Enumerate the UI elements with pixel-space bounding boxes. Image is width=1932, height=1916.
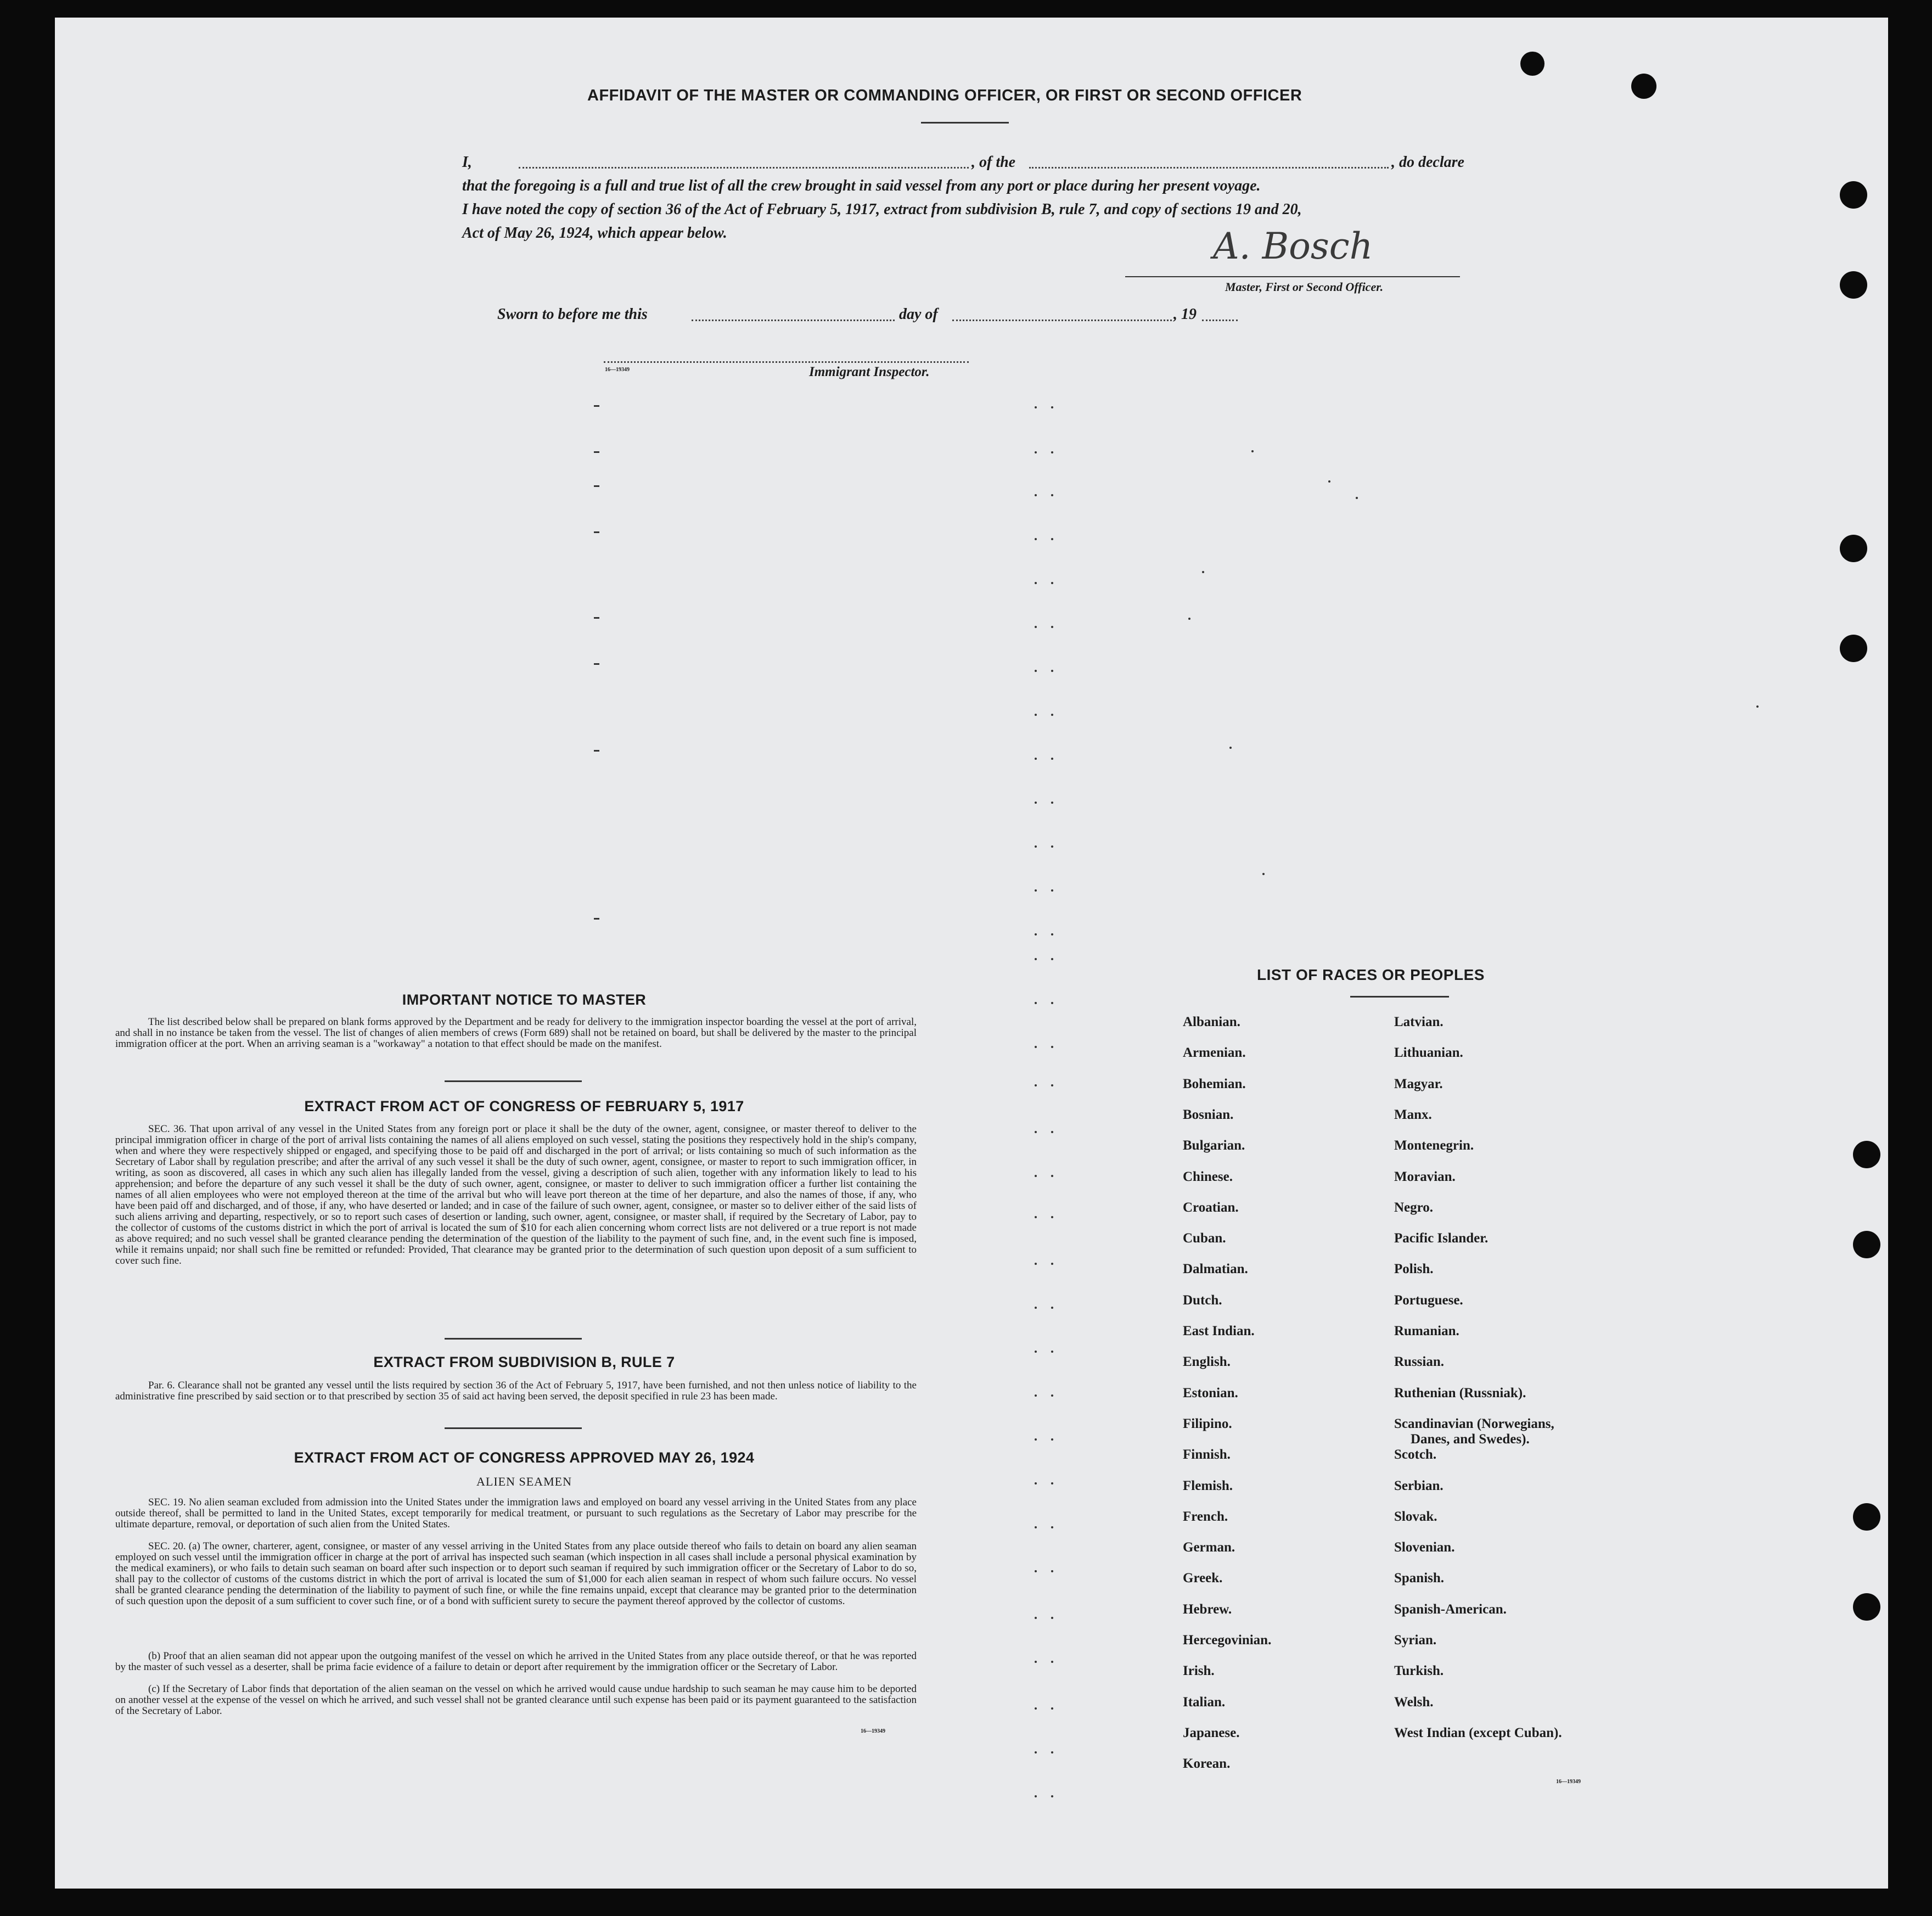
dot-mark xyxy=(1051,1526,1053,1528)
divider xyxy=(921,122,1009,124)
dot-mark xyxy=(1035,1307,1037,1309)
dot-mark xyxy=(1051,1216,1053,1218)
form-number: 16—19349 xyxy=(1556,1779,1581,1785)
dash-mark xyxy=(594,918,599,920)
dot-mark xyxy=(1035,933,1037,935)
affidavit-line-4: Act of May 26, 1924, which appear below. xyxy=(462,225,727,242)
dot-mark xyxy=(1051,494,1053,496)
race-item: Magyar. xyxy=(1394,1077,1443,1091)
race-item: Spanish. xyxy=(1394,1571,1445,1586)
divider xyxy=(445,1427,582,1429)
dot-mark xyxy=(1051,889,1053,892)
race-item: Lithuanian. xyxy=(1394,1045,1463,1060)
dot-mark xyxy=(1035,958,1037,960)
dot-mark xyxy=(1188,618,1190,620)
dot-mark xyxy=(1051,933,1053,935)
race-item: Albanian. xyxy=(1183,1015,1240,1029)
dot-mark xyxy=(1356,497,1358,499)
dot-mark xyxy=(1051,1046,1053,1048)
dot-mark xyxy=(1051,1084,1053,1086)
affidavit-declare-label: , do declare xyxy=(1391,154,1464,171)
race-item: Slovak. xyxy=(1394,1509,1437,1524)
race-item: Dutch. xyxy=(1183,1293,1222,1308)
dot-mark xyxy=(1756,705,1759,708)
affidavit-line-2: that the foregoing is a full and true list of all the crew brought in said vessel from any port or place during her present voyage. xyxy=(462,177,1261,194)
race-item: Cuban. xyxy=(1183,1231,1226,1246)
dot-mark xyxy=(1035,670,1037,672)
race-item: Spanish-American. xyxy=(1394,1602,1507,1617)
dot-mark xyxy=(1051,958,1053,960)
race-item: Greek. xyxy=(1183,1571,1223,1586)
dot-mark xyxy=(1051,451,1053,453)
race-item: Croatian. xyxy=(1183,1200,1239,1215)
race-item: Portuguese. xyxy=(1394,1293,1463,1308)
sec-20b-text: (b) Proof that an alien seaman did not appear upon the outgoing manifest of the vessel on which he arrived in the United States from any place outside thereof, or that he was reported by the master of such vessel as a deserter, shall be prima facie evidence of a failure to detain or deport after requirement by the immigration officer or the Secretary of Labor. xyxy=(115,1650,917,1673)
race-item: Serbian. xyxy=(1394,1478,1444,1493)
document-page xyxy=(55,18,1888,1889)
dot-mark xyxy=(1051,406,1053,408)
race-item: Ruthenian (Russniak). xyxy=(1394,1386,1526,1400)
dot-mark xyxy=(1051,802,1053,804)
race-item: Polish. xyxy=(1394,1262,1434,1276)
race-item: Bulgarian. xyxy=(1183,1138,1245,1153)
dot-mark xyxy=(1035,406,1037,408)
race-item: Estonian. xyxy=(1183,1386,1238,1400)
sec-20c-text: (c) If the Secretary of Labor finds that deportation of the alien seaman on the vessel on which he arrived would cause undue hardship to such seaman he may cause him to be deported on another vessel at the expense of the vessel on which he arrived, and such vessel shall not be granted clearance until such expense has been paid or its payment guaranteed to the satisfaction of the Secretary of Labor. xyxy=(115,1683,917,1717)
race-item: Welsh. xyxy=(1394,1695,1434,1710)
dot-mark xyxy=(1035,1661,1037,1663)
dot-mark xyxy=(1051,1131,1053,1133)
race-item: Hercegovinian. xyxy=(1183,1633,1272,1648)
dot-mark xyxy=(1035,714,1037,716)
inspector-label: Immigrant Inspector. xyxy=(809,365,930,379)
dot-mark xyxy=(1035,451,1037,453)
race-item: Moravian. xyxy=(1394,1169,1456,1184)
dot-mark xyxy=(1051,1617,1053,1619)
dot-mark xyxy=(1035,1002,1037,1004)
name-blank xyxy=(519,167,969,169)
extract-rule7-text: Par. 6. Clearance shall not be granted any vessel until the lists required by section 36 of the Act of February 5, 1917, have been furnished, and not then unless notice of liability to the administrative fine prescribed by said section or to that prescribed by section 35 of said act having been served, the deposit specified in rule 23 has been made. xyxy=(115,1380,917,1402)
race-item: Montenegrin. xyxy=(1394,1138,1474,1153)
races-title: LIST OF RACES OR PEOPLES xyxy=(1257,966,1485,983)
dot-mark xyxy=(1035,1046,1037,1048)
sworn-month-blank xyxy=(952,320,1172,321)
dot-mark xyxy=(1051,1661,1053,1663)
punch-hole xyxy=(1631,74,1656,99)
punch-hole xyxy=(1840,271,1867,299)
day-of-label: day of xyxy=(899,306,938,323)
punch-hole xyxy=(1520,52,1545,76)
form-number: 16—19349 xyxy=(605,367,630,373)
dot-mark xyxy=(1035,1570,1037,1572)
race-item: Rumanian. xyxy=(1394,1324,1459,1338)
race-item: Russian. xyxy=(1394,1354,1445,1369)
sec-20a-text: SEC. 20. (a) The owner, charterer, agent, consignee, or master of any vessel arriving in the United States from any place outside thereof who fails to detain on board any alien seaman employed on such vessel until the immigration officer in charge at the port of arrival has inspected such seaman (which inspection in all cases shall include a personal physical examination by the medical examiners), or who fails to detain such seaman on board after such inspection or to deport such seaman if required by such immigration officer or the Secretary of Labor to do so, shall pay to the collector of customs of the customs district in which the port of arrival is located the sum of $1,000 for each alien seaman in respect of whom such failure occurs. No vessel shall be granted clearance pending the determination of the liability to payment of such fine, or while the fine remains unpaid, except that clearance may be granted prior to the determination of such question upon the deposit of a sum sufficient to cover such fine, or of a bond with sufficient surety to secure the payment thereof approved by the collector of customs. xyxy=(115,1540,917,1607)
dot-mark xyxy=(1051,845,1053,848)
dot-mark xyxy=(1051,1394,1053,1397)
dot-mark xyxy=(1051,582,1053,584)
sworn-label: Sworn to before me this xyxy=(497,306,648,323)
race-item: Manx. xyxy=(1394,1107,1432,1122)
dot-mark xyxy=(1035,1084,1037,1086)
race-item: Irish. xyxy=(1183,1663,1215,1678)
dash-mark xyxy=(594,750,599,752)
dot-mark xyxy=(1035,538,1037,540)
race-item: Japanese. xyxy=(1183,1725,1240,1740)
race-item: Syrian. xyxy=(1394,1633,1437,1648)
race-item: Finnish. xyxy=(1183,1447,1231,1462)
race-item: Scotch. xyxy=(1394,1447,1437,1462)
master-signature: A. Bosch xyxy=(1213,225,1373,267)
race-item: Korean. xyxy=(1183,1756,1231,1771)
race-item: Slovenian. xyxy=(1394,1540,1455,1555)
race-item: Filipino. xyxy=(1183,1416,1232,1431)
dot-mark xyxy=(1051,758,1053,760)
dot-mark xyxy=(1202,571,1204,573)
divider xyxy=(445,1080,582,1082)
affidavit-line-3: I have noted the copy of section 36 of the Act of February 5, 1917, extract from subdivision B, rule 7, and copy of sections 19 and 20, xyxy=(462,201,1302,218)
dot-mark xyxy=(1051,1795,1053,1797)
dot-mark xyxy=(1229,747,1232,749)
extract-1924-title: EXTRACT FROM ACT OF CONGRESS APPROVED MAY 26, 1924 xyxy=(294,1449,755,1466)
race-item: German. xyxy=(1183,1540,1235,1555)
race-item: Dalmatian. xyxy=(1183,1262,1248,1276)
sworn-day-blank xyxy=(692,320,895,321)
extract-1917-title: EXTRACT FROM ACT OF CONGRESS OF FEBRUARY 5, 1917 xyxy=(304,1098,744,1114)
dot-mark xyxy=(1262,873,1265,875)
dot-mark xyxy=(1035,1526,1037,1528)
dot-mark xyxy=(1035,1795,1037,1797)
race-item: Scandinavian (Norwegians, xyxy=(1394,1416,1554,1431)
dot-mark xyxy=(1035,1617,1037,1619)
dash-mark xyxy=(594,485,599,487)
dot-mark xyxy=(1051,1175,1053,1177)
divider xyxy=(445,1338,582,1340)
dot-mark xyxy=(1051,714,1053,716)
race-item: Chinese. xyxy=(1183,1169,1233,1184)
race-item: French. xyxy=(1183,1509,1228,1524)
dot-mark xyxy=(1051,1751,1053,1753)
sworn-year-blank xyxy=(1202,320,1238,321)
dot-mark xyxy=(1035,626,1037,628)
vessel-blank xyxy=(1029,167,1389,169)
dot-mark xyxy=(1051,1351,1053,1353)
race-item: Turkish. xyxy=(1394,1663,1444,1678)
dot-mark xyxy=(1035,802,1037,804)
extract-rule7-title: EXTRACT FROM SUBDIVISION B, RULE 7 xyxy=(373,1354,675,1370)
signature-line xyxy=(1125,276,1460,277)
punch-hole xyxy=(1840,535,1867,562)
race-item: Latvian. xyxy=(1394,1015,1444,1029)
race-item: Italian. xyxy=(1183,1695,1226,1710)
race-item: English. xyxy=(1183,1354,1231,1369)
race-item: Armenian. xyxy=(1183,1045,1246,1060)
race-item: Danes, and Swedes). xyxy=(1411,1432,1530,1447)
dot-mark xyxy=(1035,582,1037,584)
dot-mark xyxy=(1051,538,1053,540)
dot-mark xyxy=(1035,1751,1037,1753)
alien-seamen-subtitle: ALIEN SEAMEN xyxy=(476,1475,572,1488)
punch-hole xyxy=(1840,181,1867,209)
dot-mark xyxy=(1035,1175,1037,1177)
dot-mark xyxy=(1051,1307,1053,1309)
inspector-signature-line xyxy=(604,361,969,363)
dot-mark xyxy=(1035,1263,1037,1265)
dot-mark xyxy=(1035,1438,1037,1441)
dash-mark xyxy=(594,405,599,407)
dot-mark xyxy=(1051,1707,1053,1710)
dash-mark xyxy=(594,451,599,453)
dot-mark xyxy=(1051,1263,1053,1265)
punch-hole xyxy=(1853,1141,1880,1168)
dot-mark xyxy=(1035,1131,1037,1133)
dot-mark xyxy=(1035,845,1037,848)
race-item: Pacific Islander. xyxy=(1394,1231,1489,1246)
race-item: Flemish. xyxy=(1183,1478,1233,1493)
dash-mark xyxy=(594,617,599,619)
punch-hole xyxy=(1853,1231,1880,1258)
punch-hole xyxy=(1840,635,1867,662)
sec-19-text: SEC. 19. No alien seaman excluded from admission into the United States under the immigration laws and employed on board any vessel arriving in the United States from any place outside thereof, shall be permitted to land in the United States, except temporarily for medical treatment, or pursuant to such regulations as the Secretary of Labor may prescribe for the ultimate departure, removal, or deportation of such alien from the United States. xyxy=(115,1497,917,1530)
race-item: Negro. xyxy=(1394,1200,1434,1215)
race-item: Hebrew. xyxy=(1183,1602,1232,1617)
dot-mark xyxy=(1035,1707,1037,1710)
affidavit-of-the-label: , of the xyxy=(971,154,1016,171)
dot-mark xyxy=(1035,1351,1037,1353)
dot-mark xyxy=(1051,1570,1053,1572)
affidavit-title: AFFIDAVIT OF THE MASTER OR COMMANDING OFFICER, OR FIRST OR SECOND OFFICER xyxy=(587,87,1302,104)
notice-text: The list described below shall be prepared on blank forms approved by the Department and be ready for delivery to the immigration inspector boarding the vessel at the port of arrival, and shall in no instance be taken from the vessel. The list of changes of alien members of crews (Form 689) shall not be retained on board, but shall be delivered by the master to the principal immigration officer at the port. When an arriving seaman is a "workaway" a notation to that effect should be made on the manifest. xyxy=(115,1016,917,1050)
dot-mark xyxy=(1328,480,1330,483)
dot-mark xyxy=(1051,670,1053,672)
dot-mark xyxy=(1051,1002,1053,1004)
punch-hole xyxy=(1853,1593,1880,1621)
dot-mark xyxy=(1035,1482,1037,1484)
dot-mark xyxy=(1051,626,1053,628)
extract-1917-text: SEC. 36. That upon arrival of any vessel in the United States from any foreign port or place it shall be the duty of the owner, agent, consignee, or master thereof to deliver to the principal immigration officer in charge of the port of arrival lists containing the names of all aliens employed on such vessel, stating the positions they respectively hold in the ship's company, when and where they were respectively shipped or engaged, and specifying those to be paid off and discharged in the port of arrival; or lists containing so much of such information as the Secretary of Labor shall by regulation prescribe; and after the arrival of any such vessel it shall be the duty of such owner, agent, consignee, or master to report to such immigration officer, in writing, as soon as discovered, all cases in which any such alien has illegally landed from the vessel, giving a description of such alien, together with any information likely to lead to his apprehension; and before the departure of any such vessel it shall be the duty of such owner, agent, consignee, or master to deliver to such immigration officer a further list containing the names of all alien employees who were not employed thereon at the time of the arrival but who will leave port thereon at the time of her departure, and also the names of those, if any, who have been paid off and discharged, and of those, if any, who have deserted or landed; and in case of the failure of such owner, agent, consignee, or master so to deliver either of the said lists of such aliens arriving and departing, respectively, or so to report such cases of desertion or landing, such owner, agent, consignee, or master shall, if required by the Secretary of Labor, pay to the collector of customs of the customs district in which the port of arrival is located the sum of $10 for each alien concerning whom correct lists are not delivered or a true report is not made as above required; and no such vessel shall be granted clearance pending the determination of the question of the liability to the payment of such fine, and, in the event such fine is imposed, while it remains unpaid; nor shall such fine be remitted or refunded: Provided, That clearance may be granted prior to the determination of such question upon deposit of a sum sufficient to cover such fine. xyxy=(115,1123,917,1267)
dash-mark xyxy=(594,663,599,665)
affidavit-i-label: I, xyxy=(462,154,472,171)
race-item: Bosnian. xyxy=(1183,1107,1234,1122)
race-item: Bohemian. xyxy=(1183,1077,1246,1091)
divider xyxy=(1350,996,1449,998)
dot-mark xyxy=(1051,1438,1053,1441)
dot-mark xyxy=(1051,1482,1053,1484)
form-number: 16—19349 xyxy=(861,1728,885,1734)
dot-mark xyxy=(1035,1394,1037,1397)
dot-mark xyxy=(1251,450,1254,452)
dot-mark xyxy=(1035,758,1037,760)
dot-mark xyxy=(1035,889,1037,892)
punch-hole xyxy=(1853,1503,1880,1531)
dot-mark xyxy=(1035,1216,1037,1218)
year-label: , 19 xyxy=(1173,306,1197,323)
notice-title: IMPORTANT NOTICE TO MASTER xyxy=(402,991,647,1008)
race-item: West Indian (except Cuban). xyxy=(1394,1725,1562,1740)
dash-mark xyxy=(594,531,599,533)
dot-mark xyxy=(1035,494,1037,496)
race-item: East Indian. xyxy=(1183,1324,1255,1338)
signer-role: Master, First or Second Officer. xyxy=(1225,280,1384,294)
